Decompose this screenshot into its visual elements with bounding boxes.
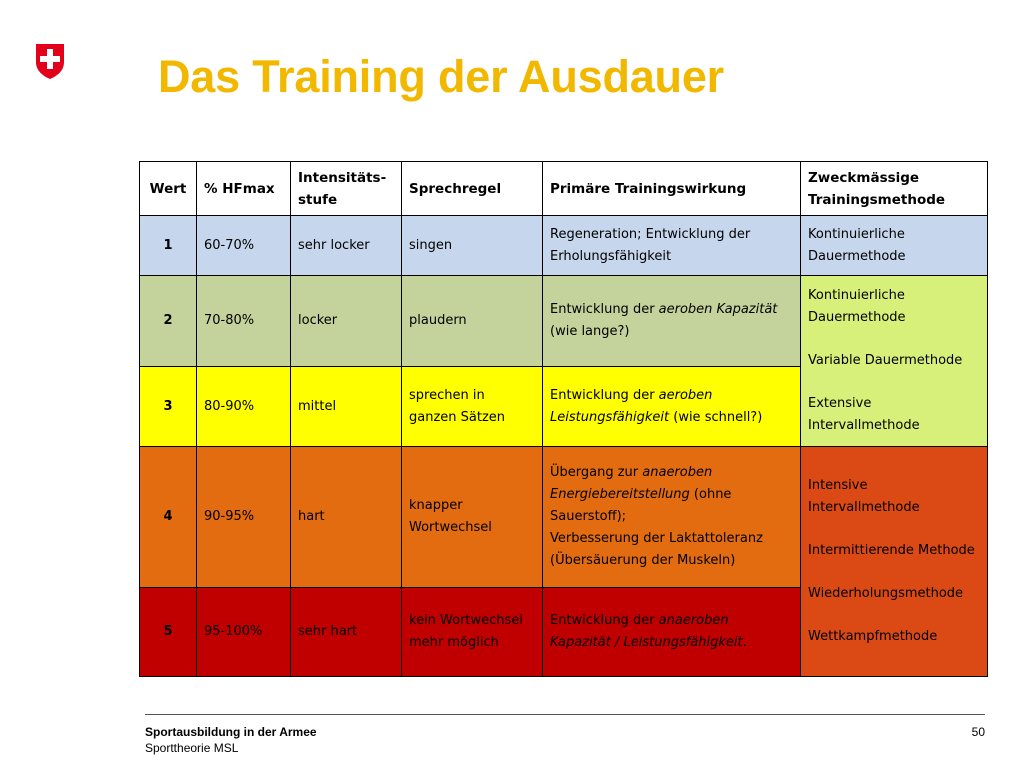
table-row [140,447,988,588]
header-wert: Wert [140,162,197,216]
cell-speech-rule: kein Wortwechsel mehr möglich [402,588,543,677]
cell-intensity: locker [291,276,402,367]
cell-wert: 4 [140,447,197,588]
cell-training-effect: Regeneration; Entwicklung der Erholungsfähigkeit [543,216,801,276]
cell-training-method-merged: Kontinuierliche Dauermethode Variable Dauermethode Extensive Intervallmethode [801,276,988,447]
cell-training-method-merged: Intensive Intervallmethode Intermittierende Methode Wiederholungsmethode Wettkampfmethode [801,447,988,677]
cell-training-effect: Entwicklung der aeroben Leistungsfähigkeit (wie schnell?) [543,367,801,447]
footer-subtitle: Sporttheorie MSL [145,741,239,755]
cell-wert: 1 [140,216,197,276]
cell-intensity: mittel [291,367,402,447]
page-number: 50 [971,725,985,739]
cell-wert: 5 [140,588,197,677]
cell-training-effect: Entwicklung der anaeroben Kapazität / Leistungsfähigkeit. [543,588,801,677]
cell-wert: 3 [140,367,197,447]
cell-intensity: hart [291,447,402,588]
cell-speech-rule: singen [402,216,543,276]
cell-training-method: Kontinuierliche Dauermethode [801,216,988,276]
table-header-row [140,162,988,216]
cell-hfmax: 80-90% [197,367,291,447]
header-hfmax: % HFmax [197,162,291,216]
cell-speech-rule: sprechen in ganzen Sätzen [402,367,543,447]
cell-hfmax: 60-70% [197,216,291,276]
header-intensity: Intensitäts- stufe [291,162,402,216]
cell-wert: 2 [140,276,197,367]
cell-hfmax: 70-80% [197,276,291,367]
header-training-effect: Primäre Trainingswirkung [543,162,801,216]
cell-speech-rule: knapper Wortwechsel [402,447,543,588]
cell-hfmax: 90-95% [197,447,291,588]
swiss-shield-logo [35,43,65,80]
header-speech-rule: Sprechregel [402,162,543,216]
page-title: Das Training der Ausdauer [158,51,724,102]
cell-training-effect: Entwicklung der aeroben Kapazität (wie lange?) [543,276,801,367]
training-intensity-table [139,161,988,677]
footer-organization: Sportausbildung in der Armee [145,725,317,739]
table-row [140,216,988,276]
footer-divider [145,714,985,715]
header-training-method: Zweckmässige Trainingsmethode [801,162,988,216]
cell-speech-rule: plaudern [402,276,543,367]
cell-hfmax: 95-100% [197,588,291,677]
table-row [140,276,988,367]
cell-intensity: sehr hart [291,588,402,677]
cell-intensity: sehr locker [291,216,402,276]
cell-training-effect: Übergang zur anaeroben Energiebereitstellung (ohne Sauerstoff); Verbesserung der Laktattoleranz (Übersäuerung der Muskeln) [543,447,801,588]
